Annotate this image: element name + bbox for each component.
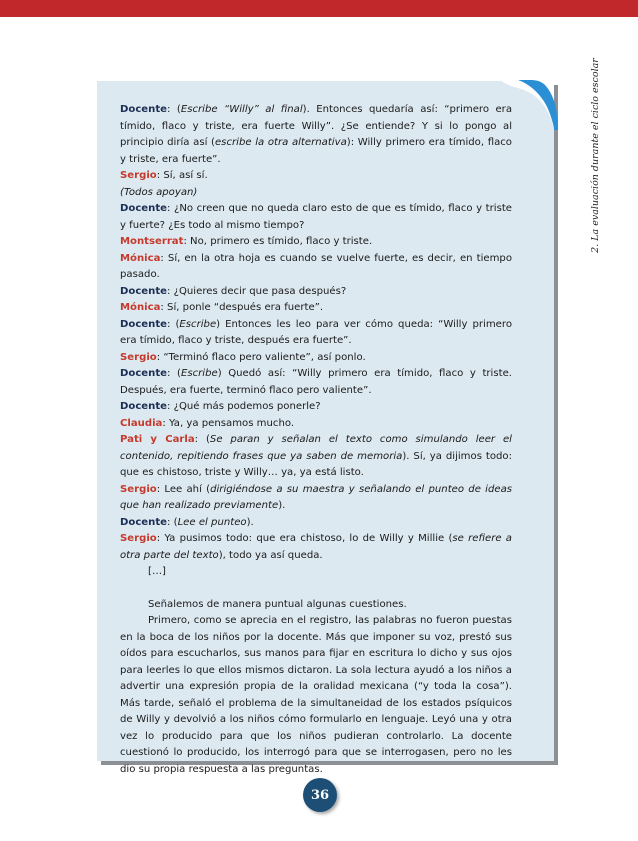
- stage-direction: Escribe “Willy” al final: [180, 104, 303, 115]
- dialogue-line: [120, 201, 512, 234]
- speaker-separator: :: [167, 368, 177, 379]
- speaker-name: Montserrat: [120, 236, 184, 247]
- speaker-name: Docente: [120, 516, 167, 528]
- speaker-separator: :: [167, 401, 174, 412]
- speaker-name: Docente: [120, 203, 167, 214]
- speaker-separator: :: [167, 318, 176, 330]
- dialogue-text: ). Entonces quedaría así: “primero era tímido, flaco y triste, era fuerte Willy”. ¿Se entiende? Y si lo pongo al principio diría así (: [120, 104, 513, 148]
- dialogue-text: ) Quedó así: “Willy primero era tímido, flaco y triste. Después, era fuerte, terminó flaco pero valiente”.: [120, 368, 512, 396]
- dialogue-transcript: [120, 102, 512, 564]
- dialogue-text: ).: [278, 500, 286, 511]
- dialogue-text: (: [173, 516, 178, 528]
- stage-direction: se refiere a otra parte del texto: [120, 533, 512, 561]
- speaker-separator: :: [156, 170, 164, 181]
- dialogue-line: [120, 185, 512, 202]
- dialogue-text: No, primero es tímido, flaco y triste.: [190, 236, 373, 247]
- stage-direction: Lee el punteo: [177, 516, 247, 528]
- dialogue-text: ), todo ya así queda.: [218, 549, 323, 561]
- dialogue-line: [120, 399, 512, 416]
- speaker-separator: :: [156, 351, 164, 363]
- dialogue-text: ¿No creen que no queda claro esto de que es tímido, flaco y triste y fuerte? ¿Es todo al mismo tiempo?: [120, 203, 512, 231]
- speaker-name: Docente: [120, 368, 167, 379]
- speaker-separator: :: [160, 252, 168, 264]
- speaker-name: Docente: [120, 318, 167, 330]
- stage-direction: dirigiéndose a su maestra y señalando el punteo de ideas que han realizado previamente: [120, 483, 513, 511]
- dialogue-line: [120, 432, 512, 482]
- dialogue-text: Sí, ponle “después era fuerte”.: [167, 302, 324, 313]
- section-label-text: 2. La evaluación durante el ciclo escolar: [589, 57, 601, 253]
- dialogue-text: Ya pusimos todo: que era chistoso, lo de Willy y Millie (: [164, 533, 453, 544]
- speaker-name: Pati y Carla: [120, 434, 195, 445]
- speaker-name: Docente: [120, 285, 167, 297]
- dialogue-text: Sí, en la otra hoja es cuando se vuelve fuerte, es decir, en tiempo pasado.: [120, 252, 513, 280]
- speaker-separator: :: [162, 417, 169, 429]
- dialogue-text: (: [176, 104, 181, 115]
- page-content: [120, 102, 512, 778]
- dialogue-line: [120, 102, 512, 168]
- dialogue-line: [120, 350, 512, 367]
- dialogue-line: [120, 515, 512, 532]
- speaker-separator: :: [156, 533, 165, 544]
- dialogue-text: (: [176, 368, 181, 379]
- dialogue-text: ¿Qué más podemos ponerle?: [173, 401, 321, 412]
- dialogue-line: [120, 531, 512, 564]
- dialogue-line: [120, 300, 512, 317]
- speaker-separator: :: [160, 302, 168, 313]
- dialogue-line: [120, 168, 512, 185]
- commentary-paragraph: Señalemos de manera puntual algunas cuestiones.: [148, 598, 407, 610]
- speaker-separator: :: [167, 104, 177, 115]
- stage-direction: (Todos apoyan): [120, 186, 198, 198]
- speaker-separator: :: [167, 285, 174, 297]
- speaker-separator: :: [194, 434, 206, 445]
- dialogue-text: Sí, así sí.: [163, 170, 208, 181]
- dialogue-line: [120, 284, 512, 301]
- dialogue-text: ): Willy primero era tímido, flaco y triste, era fuerte”.: [120, 137, 512, 165]
- speaker-name: Mónica: [120, 302, 161, 313]
- dialogue-text: ).: [246, 516, 254, 528]
- speaker-name: Mónica: [120, 252, 161, 264]
- page-number: 36: [310, 787, 330, 803]
- dialogue-text: Lee ahí (: [164, 483, 211, 495]
- dialogue-text: (: [205, 434, 210, 445]
- dialogue-text: Ya, ya pensamos mucho.: [168, 417, 295, 429]
- speaker-separator: :: [183, 236, 191, 247]
- section-label: [587, 57, 603, 253]
- ellipsis-marker: […]: [148, 566, 166, 577]
- speaker-name: Sergio: [120, 533, 157, 544]
- dialogue-line: [120, 251, 512, 284]
- dialogue-text: ¿Quieres decir que pasa después?: [173, 285, 347, 297]
- speaker-separator: :: [167, 516, 174, 528]
- dialogue-text: ). Sí, ya dijimos todo: que es chistoso, triste y Willy… ya, ya está listo.: [120, 450, 512, 478]
- dialogue-text: ) Entonces les leo para ver cómo queda: “Willy primero era tímido, flaco y triste, después era fuerte”.: [120, 318, 512, 346]
- dialogue-line: [120, 366, 512, 399]
- dialogue-line: [120, 482, 512, 515]
- dialogue-line: [120, 416, 512, 433]
- commentary-paragraph: Primero, como se aprecia en el registro, las palabras no fueron puestas en la boca de los niños por la docente. Más que imponer su voz, prestó sus oídos para escucharlos, sus manos para fijar en escritura lo dicho y sus ojos para leerles lo que ellos mismos dictaron. La sola lectura ayudó a los niños a advertir una expresión propia de la oralidad mexicana (“y toda la cosa”). Más tarde, señaló el problema de la simultaneidad de los estados psíquicos de Willy y devolvió a los niños cómo formularlo en lenguaje. Leyó una y otra vez lo producido para que los niños pudieran controlarlo. La docente cuestionó lo producido, los interrogó para que se interrogasen, pero no les dio su propia respuesta a las preguntas.: [120, 615, 512, 775]
- dialogue-line: [120, 234, 512, 251]
- speaker-name: Sergio: [120, 483, 157, 495]
- stage-direction: escribe la otra alternativa: [214, 137, 347, 148]
- stage-direction: Escribe: [180, 368, 218, 379]
- speaker-name: Sergio: [120, 170, 157, 181]
- speaker-name: Docente: [120, 104, 167, 115]
- dialogue-text: “Terminó flaco pero valiente”, así ponlo.: [163, 351, 366, 363]
- stage-direction: Escribe: [179, 318, 217, 330]
- dialogue-text: (: [175, 318, 180, 330]
- stage-direction: Se paran y señalan el texto como simulando leer el contenido, repitiendo frases que ya saben de memoria: [120, 434, 512, 462]
- speaker-name: Claudia: [120, 417, 163, 429]
- speaker-name: Sergio: [120, 351, 157, 363]
- commentary: [120, 597, 512, 779]
- speaker-name: Docente: [120, 401, 167, 412]
- speaker-separator: :: [156, 483, 165, 495]
- page-number-badge: [303, 778, 337, 812]
- speaker-separator: :: [167, 203, 174, 214]
- top-accent-band: [0, 0, 638, 17]
- dialogue-line: [120, 317, 512, 350]
